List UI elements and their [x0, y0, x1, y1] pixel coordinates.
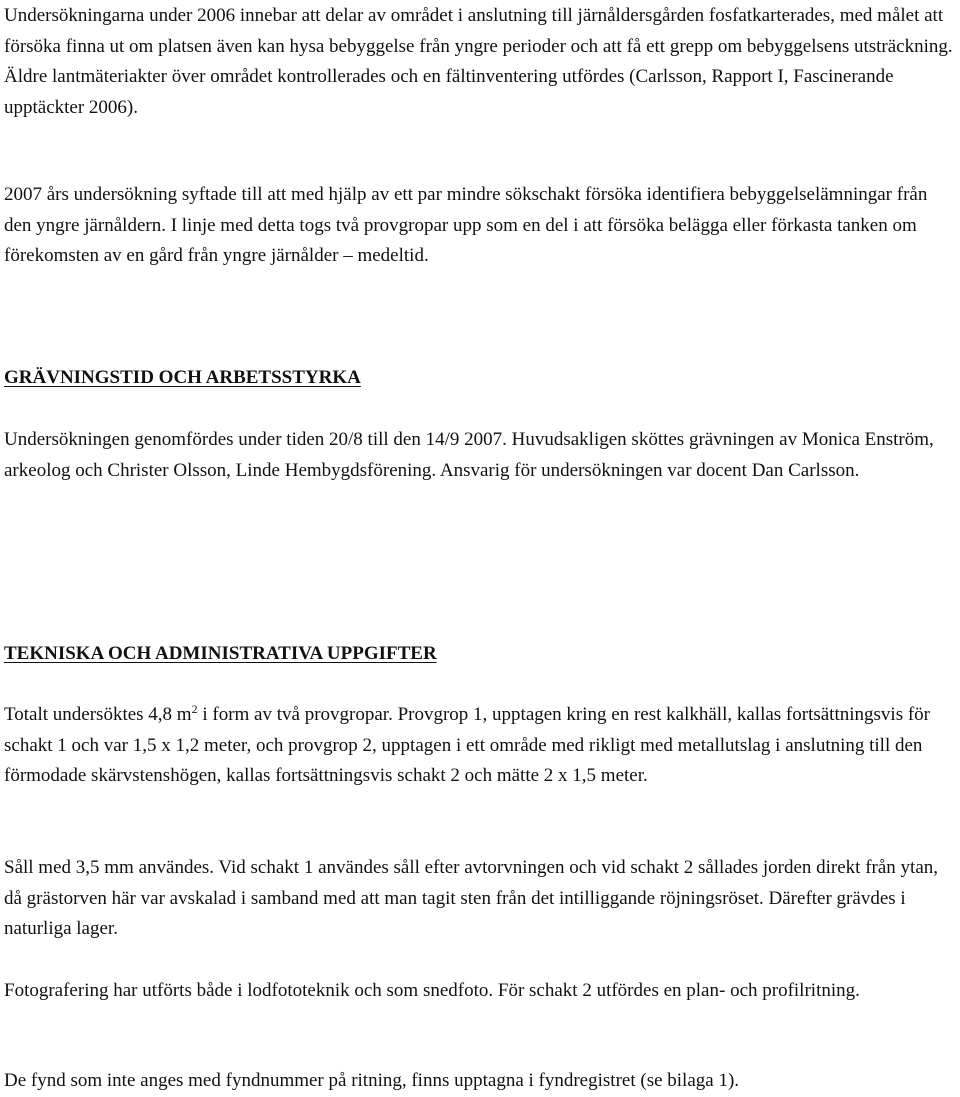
tekniska-paragraph-2: Såll med 3,5 mm användes. Vid schakt 1 användes såll efter avtorvningen och vid schakt 2 sållades jorden direkt från ytan, då grästorven här var avskalad i samband med att man tagit sten från det intilliggande röjningsröset. Därefter grävdes i naturliga lager. [4, 857, 939, 939]
area-superscript: 2 [191, 702, 198, 716]
section-heading-gravningstid: GRÄVNINGSTID OCH ARBETSSTYRKA [4, 367, 361, 388]
area-text-before: Totalt undersöktes 4,8 m [4, 704, 192, 725]
tekniska-paragraph-1 [4, 700, 956, 792]
tekniska-paragraph-4: De fynd som inte anges med fyndnummer på ritning, finns upptagna i fyndregistret (se bilaga 1). [4, 1070, 740, 1091]
area-text-after: i form av två provgropar. Provgrop 1, upptagen kring en rest kalkhäll, kallas fortsättningsvis för schakt 1 och var 1,5 x 1,2 meter, och provgrop 2, upptagen i ett område med rikligt med metallutslag i anslutning till den förmodade skärvstenshögen, kallas fortsättningsvis schakt 2 och mätte 2 x 1,5 meter. [4, 704, 930, 786]
intro-paragraph-2: 2007 års undersökning syftade till att med hjälp av ett par mindre sökschakt försöka identifiera bebyggelselämningar från den yngre järnåldern. I linje med detta togs två provgropar upp som en del i att försöka belägga eller förkasta tanken om förekomsten av en gård från yngre järnålder – medeltid. [4, 184, 928, 266]
gravningstid-paragraph: Undersökningen genomfördes under tiden 20/8 till den 14/9 2007. Huvudsakligen sköttes grävningen av Monica Enström, arkeolog och Christer Olsson, Linde Hembygdsförening. Ansvarig för undersökningen var docent Dan Carlsson. [4, 429, 934, 481]
intro-paragraph-1: Undersökningarna under 2006 innebar att delar av området i anslutning till järnåldersgården fosfatkarterades, med målet att försöka finna ut om platsen även kan hysa bebyggelse från yngre perioder och att få ett grepp om bebyggelsens utsträckning. Äldre lantmäteriakter över området kontrollerades och en fältinventering utfördes (Carlsson, Rapport I, Fascinerande upptäckter 2006). [4, 5, 953, 118]
tekniska-paragraph-3: Fotografering har utförts både i lodfototeknik och som snedfoto. För schakt 2 utfördes en plan- och profilritning. [4, 980, 860, 1001]
section-heading-tekniska: TEKNISKA OCH ADMINISTRATIVA UPPGIFTER [4, 643, 437, 664]
